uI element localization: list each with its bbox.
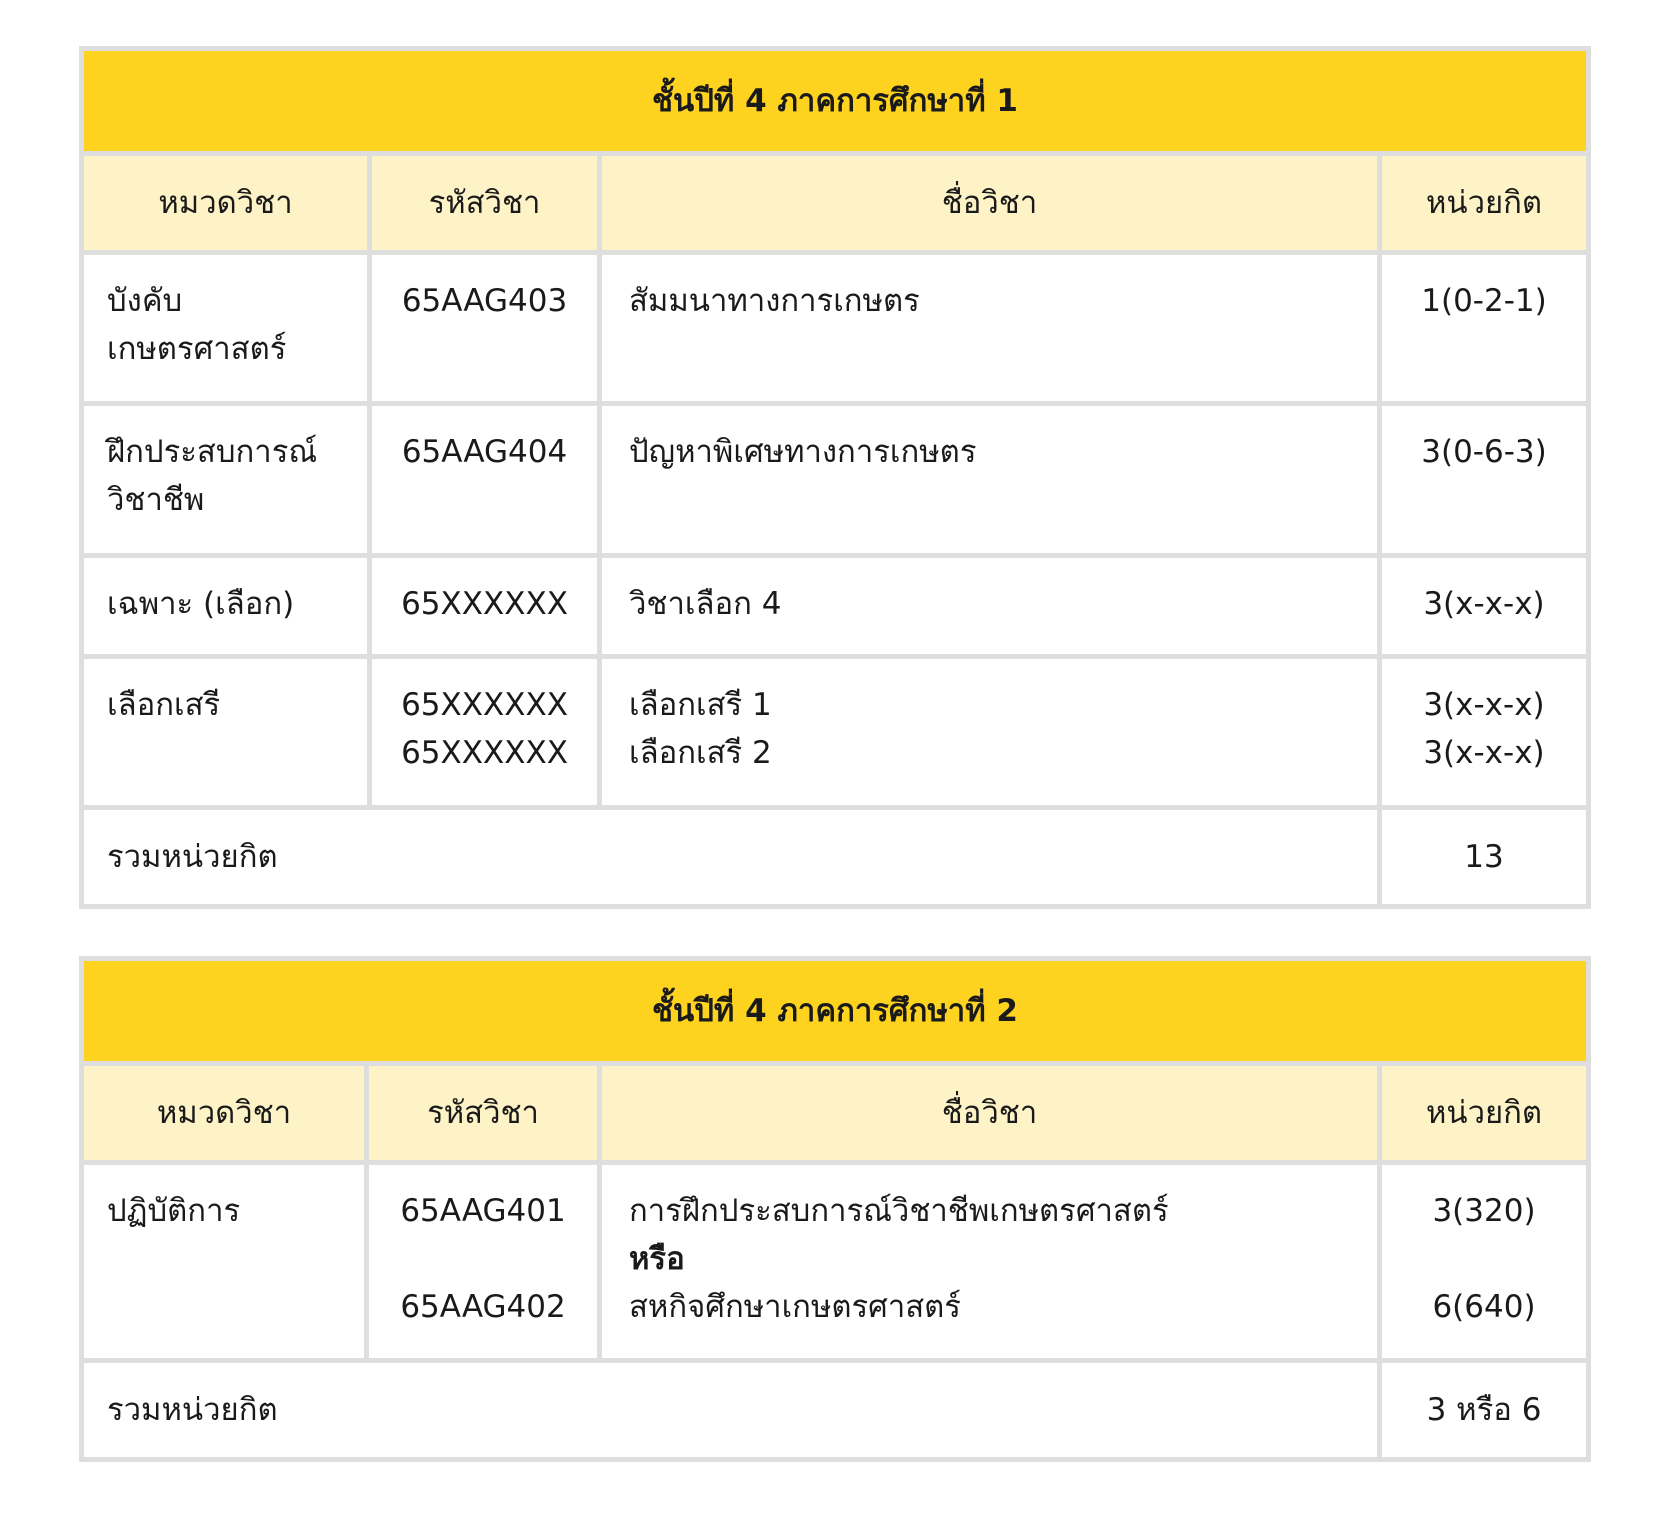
course-credits: 1(0-2-1): [1421, 283, 1547, 319]
course-code: 65AAG403: [401, 283, 568, 319]
course-credits: 3(x-x-x): [1423, 735, 1545, 771]
code-cell: [372, 558, 597, 654]
name-cell: [602, 1165, 1377, 1358]
course-credits: 3(x-x-x): [1423, 586, 1545, 622]
table-row: [84, 659, 1586, 805]
name-cell: [602, 659, 1377, 805]
spacer: [369, 1235, 597, 1283]
course-code: 65XXXXXX: [401, 687, 568, 723]
table-row: [84, 558, 1586, 654]
course-credits: 3(0-6-3): [1421, 434, 1547, 470]
total-label: รวมหน่วยกิต: [84, 1363, 1377, 1457]
header-code: รหัสวิชา: [369, 1066, 597, 1160]
course-code: 65XXXXXX: [401, 735, 568, 771]
course-credits: 3(x-x-x): [1423, 687, 1545, 723]
category-cell: [84, 1165, 364, 1358]
course-name: เลือกเสรี 2: [629, 735, 772, 771]
header-code: รหัสวิชา: [372, 156, 597, 250]
total-value: 3 หรือ 6: [1382, 1363, 1586, 1457]
table-row: [84, 255, 1586, 401]
name-cell: [602, 255, 1377, 401]
code-cell: [372, 406, 597, 553]
code-cell: [372, 255, 597, 401]
course-name: ปัญหาพิเศษทางการเกษตร: [629, 434, 977, 470]
course-name: วิชาเลือก 4: [629, 586, 782, 622]
semester-2-table: [79, 956, 1591, 1462]
course-code: 65AAG402: [400, 1289, 566, 1325]
header-category: หมวดวิชา: [84, 1066, 364, 1160]
credit-cell: [1382, 558, 1586, 654]
course-name: สหกิจศึกษาเกษตรศาสตร์: [629, 1289, 961, 1325]
table-title: ชั้นปีที่ 4 ภาคการศึกษาที่ 2: [84, 961, 1586, 1061]
course-credits: 6(640): [1432, 1289, 1536, 1325]
header-name: ชื่อวิชา: [602, 156, 1377, 250]
category-cell: [84, 255, 367, 401]
header-row: [84, 1066, 1586, 1160]
category-text: เกษตรศาสตร์: [107, 331, 287, 367]
code-cell: [369, 1165, 597, 1358]
course-name: เลือกเสรี 1: [629, 687, 772, 723]
table-row: [84, 406, 1586, 553]
total-value: 13: [1382, 810, 1586, 904]
total-row: [84, 810, 1586, 904]
total-label: รวมหน่วยกิต: [84, 810, 1377, 904]
course-name: การฝึกประสบการณ์วิชาชีพเกษตรศาสตร์: [629, 1193, 1169, 1229]
category-text: เลือกเสรี: [107, 687, 221, 723]
credit-cell: [1382, 659, 1586, 805]
course-credits: 3(320): [1432, 1193, 1536, 1229]
course-code: 65AAG404: [401, 434, 568, 470]
name-cell: [602, 406, 1377, 553]
category-text: ฝึกประสบการณ์: [107, 434, 318, 470]
category-text: วิชาชีพ: [107, 482, 205, 518]
header-row: [84, 156, 1586, 250]
course-code: 65XXXXXX: [401, 586, 568, 622]
table-row: [84, 1165, 1586, 1358]
course-name: สัมมนาทางการเกษตร: [629, 283, 920, 319]
name-cell: [602, 558, 1377, 654]
spacer: [1382, 1235, 1586, 1283]
category-cell: [84, 558, 367, 654]
code-cell: [372, 659, 597, 805]
or-connector: หรือ: [629, 1241, 685, 1277]
header-credits: หน่วยกิต: [1382, 156, 1586, 250]
category-text: บังคับ: [107, 283, 183, 319]
course-code: 65AAG401: [400, 1193, 566, 1229]
table-title: ชั้นปีที่ 4 ภาคการศึกษาที่ 1: [84, 51, 1586, 151]
credit-cell: [1382, 406, 1586, 553]
credit-cell: [1382, 1165, 1586, 1358]
header-credits: หน่วยกิต: [1382, 1066, 1586, 1160]
semester-1-table: [79, 46, 1591, 909]
category-text: ปฏิบัติการ: [107, 1193, 241, 1229]
category-cell: [84, 659, 367, 805]
total-row: [84, 1363, 1586, 1457]
header-category: หมวดวิชา: [84, 156, 367, 250]
category-text: เฉพาะ (เลือก): [107, 586, 295, 622]
header-name: ชื่อวิชา: [602, 1066, 1377, 1160]
category-cell: [84, 406, 367, 553]
credit-cell: [1382, 255, 1586, 401]
